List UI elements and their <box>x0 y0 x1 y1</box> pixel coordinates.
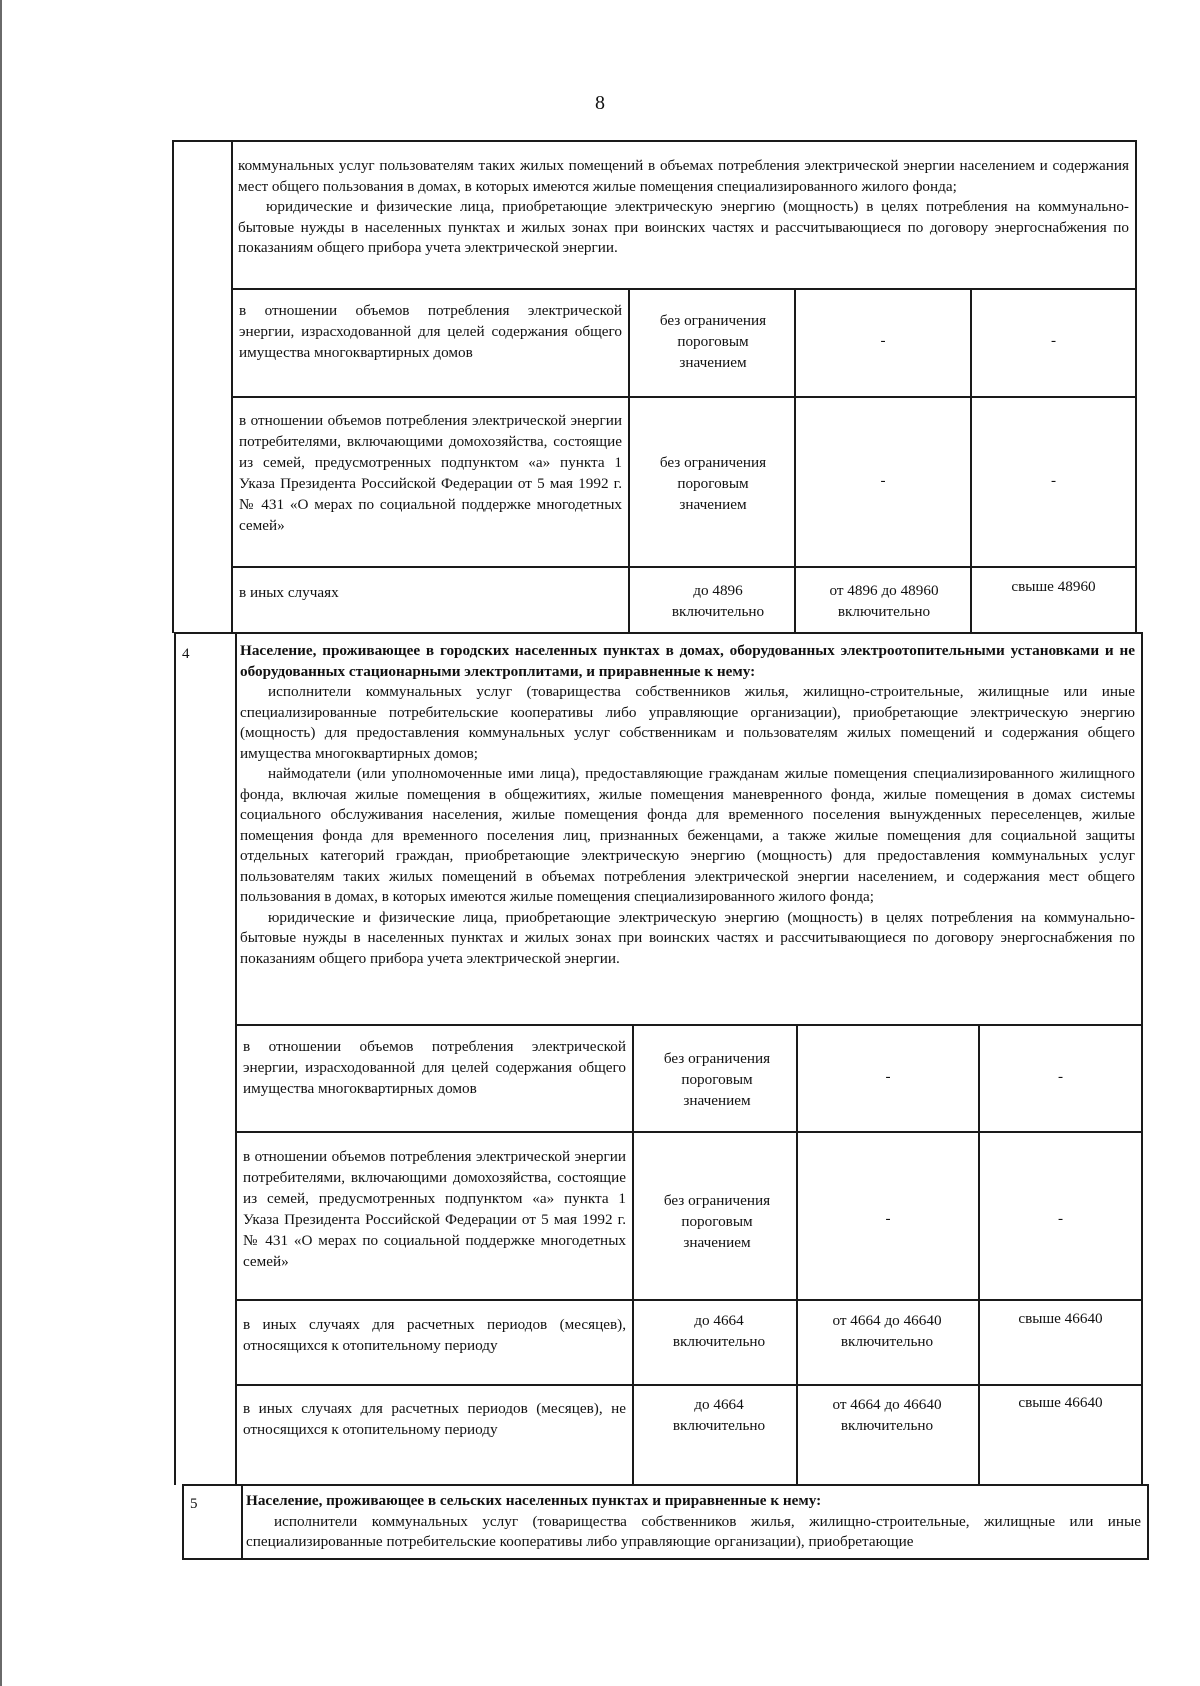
threshold-mid: - <box>880 472 886 489</box>
threshold-max: - <box>1057 1210 1064 1227</box>
row-description: в отношении объемов потребления электрической энергии потребителями, включающими домохозяйства, состоящие из семей, предусмотренных подпунктом «а» пункта 1 Указа Президента Российской Федерации от 5 мая 1992 г. № 431 «О мерах по социальной поддержке многодетных семей» <box>239 412 622 534</box>
threshold-min: до 4664 включительно <box>672 1312 766 1350</box>
threshold-max: свыше 48960 <box>1011 578 1096 595</box>
paragraph: юридические и физические лица, приобретающие электрическую энергию (мощность) в целях потребления на коммунально-бытовые нужды в населенных пунктах и жилых зонах при воинских частях и рассчитывающиеся по договору энергоснабжения по показаниям общего прибора учета электрической энергии. <box>240 908 1135 967</box>
row-description: в иных случаях для расчетных периодов (месяцев), не относящихся к отопительному периоду <box>243 1400 626 1438</box>
threshold-mid: - <box>885 1210 891 1227</box>
paragraph: исполнители коммунальных услуг (товарищества собственников жилья, жилищно-строительные, жилищные или иные специализированные потребительские кооперативы либо управляющие организации), приобретающие <box>246 1512 1141 1550</box>
page-number: 8 <box>595 92 605 114</box>
item-number: 5 <box>190 1496 198 1512</box>
threshold-max: свыше 46640 <box>1018 1394 1103 1411</box>
threshold-min: до 4896 включительно <box>671 582 765 620</box>
threshold-max: - <box>1050 472 1057 489</box>
threshold-mid: от 4664 до 46640 включительно <box>832 1396 942 1434</box>
scan-edge <box>0 0 2 1686</box>
block-text <box>238 156 1129 259</box>
row-description: в иных случаях <box>239 584 339 601</box>
threshold-min: без ограничения пороговым значением <box>659 454 767 513</box>
block-text <box>240 641 1135 969</box>
threshold-mid: - <box>885 1068 891 1085</box>
item-heading: Население, проживающее в городских населенных пунктах в домах, оборудованных электроотопительными установками и не оборудованных стационарными электроплитами, и приравненные к нему: <box>240 642 1135 680</box>
threshold-min: без ограничения пороговым значением <box>663 1050 771 1109</box>
item-number: 4 <box>182 646 190 662</box>
threshold-min: без ограничения пороговым значением <box>663 1192 771 1251</box>
table-block-continuation <box>172 140 1137 633</box>
threshold-max: свыше 46640 <box>1018 1310 1103 1327</box>
row-description: в отношении объемов потребления электрической энергии потребителями, включающими домохозяйства, состоящие из семей, предусмотренных подпунктом «а» пункта 1 Указа Президента Российской Федерации от 5 мая 1992 г. № 431 «О мерах по социальной поддержке многодетных семей» <box>243 1148 626 1270</box>
paragraph: юридические и физические лица, приобретающие электрическую энергию (мощность) в целях потребления на коммунально-бытовые нужды в населенных пунктах и жилых зонах при воинских частях и рассчитывающиеся по договору энергоснабжения по показаниям общего прибора учета электрической энергии. <box>238 198 1129 256</box>
paragraph: исполнители коммунальных услуг (товарищества собственников жилья, жилищно-строительные, жилищные или иные специализированные потребительские кооперативы либо управляющие организации), приобретающие электрическую энергию (мощность) для предоставления коммунальных услуг собственникам и пользователям жилых помещений и содержания общего имущества многоквартирных домов; <box>240 683 1135 762</box>
threshold-max: - <box>1050 332 1057 349</box>
threshold-mid: от 4664 до 46640 включительно <box>832 1312 942 1350</box>
row-description: в отношении объемов потребления электрической энергии, израсходованной для целей содержания общего имущества многоквартирных домов <box>243 1038 626 1097</box>
threshold-max: - <box>1057 1068 1064 1085</box>
threshold-min: без ограничения пороговым значением <box>659 312 767 371</box>
item-heading: Население, проживающее в сельских населенных пунктах и приравненные к нему: <box>246 1492 822 1509</box>
threshold-mid: от 4896 до 48960 включительно <box>829 582 939 620</box>
row-description: в иных случаях для расчетных периодов (месяцев), относящихся к отопительному периоду <box>243 1316 626 1354</box>
threshold-min: до 4664 включительно <box>672 1396 766 1434</box>
row-description: в отношении объемов потребления электрической энергии, израсходованной для целей содержания общего имущества многоквартирных домов <box>239 302 622 361</box>
threshold-mid: - <box>880 332 886 349</box>
table-block-item-5 <box>182 1484 1149 1560</box>
block-text <box>246 1491 1141 1553</box>
paragraph: наймодатели (или уполномоченные ими лица), предоставляющие гражданам жилые помещения специализированного жилищного фонда, включая жилые помещения в общежитиях, жилые помещения маневренного фонда, жилые помещения в домах системы социального обслуживания населения, жилые помещения фонда для временного поселения вынужденных переселенцев, жилые помещения фонда для временного поселения лиц, признанных беженцами, а также жилые помещения для социальной защиты отдельных категорий граждан, приобретающие электрическую энергию (мощность) для предоставления коммунальных услуг пользователям таких жилых помещений в объемах потребления электрической энергии населением, и содержания мест общего пользования в домах, в которых имеются жилые помещения специализированного жилого фонда; <box>240 765 1135 905</box>
table-block-item-4 <box>174 632 1143 1485</box>
paragraph: коммунальных услуг пользователям таких жилых помещений в объемах потребления электрической энергии населением и содержания мест общего пользования в домах, в которых имеются жилые помещения специализированного жилого фонда; <box>238 157 1129 195</box>
